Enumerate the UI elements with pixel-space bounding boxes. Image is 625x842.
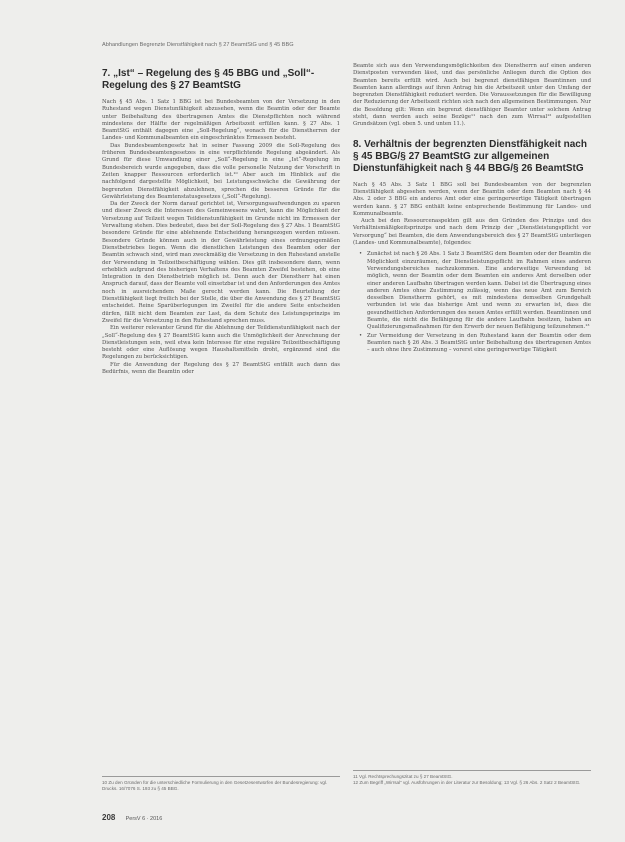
section-8-heading: 8. Verhältnis der begrenzten Dienstfähigkeit nach § 45 BBG/§ 27 BeamtStG zur allgemeinen Dienstunfähigkeit nach § 44 BBG/§ 26 BeamtStG	[353, 138, 587, 174]
paragraph: Das Bundesbeamtengesetz hat in seiner Fassung 2009 die Soll-Regelung des früheren Bundesbeamtengesetzes in eine verpflichtende Regelung abgeändert. Als Grund für diese Umwandlung einer „Soll“-Regelung in eine „Ist“-Regelung im Bundesbereich wurde angegeben, dass die volle personelle Nutzung der Vorschrift in Zeiten knapper Ressourcen erforderlich ist.¹⁰ Aber auch im Hinblick auf die nachfolgend dargestellte Möglichkeit, bei Leistungsschwäche die Gewährung der begrenzten Dienstfähigkeit abzulehnen, sprechen die besseren Gründe für die Gewährleistung des Beamtenstatusgesetzes („Soll“-Regelung).	[102, 142, 340, 200]
bullet-list	[353, 251, 591, 354]
running-head: Abhandlungen Begrenzte Dienstfähigkeit nach § 27 BeamtStG und § 45 BBG	[102, 42, 294, 48]
paragraph: Nach § 45 Abs. 1 Satz 1 BBG ist bei Bundesbeamten von der Versetzung in den Ruhestand wegen Dienstunfähigkeit abzusehen, wenn die Beamtin oder der Beamte unter Beibehaltung des übertragenen Amtes die Dienstpflichten noch während mindestens der Hälfte der regelmäßigen Arbeitszeit erfüllen kann. § 27 Abs. 1 BeamtStG enthält dagegen eine „Soll-Regelung“, wonach für die Dienstherren der Landes- und Kommunalbeamten ein eingeschränktes Ermessen besteht.	[102, 99, 340, 142]
paragraph: Ein weiterer relevanter Grund für die Ablehnung der Teildienstunfähigkeit nach der „Soll“-Regelung des § 27 BeamtStG kann auch die Unmöglichkeit der Anrechnung der Dienstleistungen sein, weil etwa kein Interesse für eine reguläre Teilzeitbeschäftigung besteht oder eine Auflösung wegen Haushaltsmitteln droht, ergänzend sind die Regelungen zu berücksichtigen.	[102, 325, 340, 361]
footnote: 11 Vgl. Rechtsprechungszitat zu § 27 BeamtStG.	[353, 774, 453, 779]
left-column	[102, 68, 340, 376]
list-item: • Zur Vermeidung der Versetzung in den Ruhestand kann der Beamtin oder dem Beamten nach § 26 Abs. 3 BeamtStG unter Beibehaltung des übertragenen Amtes – auch ohne ihre Zustimmung – vorerst eine geringerwertige Tätigkeit	[359, 332, 591, 354]
paragraph: Auch bei den Ressourcenaspekten gilt aus den Gründen des Prinzips und des Verhältnismäßigkeitsprinzips und nach dem Prinzip der „Dienstleistungspflicht vor Versorgung“ bei Beamten, die dem Anwendungsbereich des § 27 BeamtStG unterliegen (Landes- und Kommunalbeamte), folgendes:	[353, 218, 591, 247]
footnote: 12 Zum Begriff „Wirrsal“ vgl. Ausführungen in der Literatur zur Besoldung; 13 Vgl. § 26 Abs. 2 Satz 2 BeamtStG.	[353, 780, 581, 786]
footnotes-right	[353, 770, 591, 786]
page-footer	[102, 813, 162, 822]
section-7-heading: 7. „Ist“ – Regelung des § 45 BBG und „Soll“-Regelung des § 27 BeamtStG	[102, 68, 315, 91]
bullet-icon: •	[359, 332, 363, 339]
footnotes-left	[102, 776, 340, 792]
right-column	[353, 63, 591, 356]
paragraph: Für die Anwendung der Regelung des § 27 BeamtStG entfällt auch dann das Bedürfnis, wenn die Beamtin oder	[102, 361, 340, 375]
list-item: • Zunächst ist nach § 26 Abs. 1 Satz 3 BeamtStG dem Beamten oder der Beamtin die Möglichkeit einzuräumen, der Dienstleistungspflicht im Rahmen eines anderen Verwendungsbereiches nachzukommen. Eine anderweitige Verwendung ist möglich, wenn der Beamtin oder dem Beamten ein anderes Amt derselben oder einer anderen Laufbahn übertragen werden kann. Dabei ist die Übertragung eines anderen Amtes ohne Zustimmung zulässig, wenn das neue Amt zum Bereich desselben Dienstherrn gehört, es mit mindestens demselben Grundgehalt verbunden ist wie das bisherige Amt und wenn zu erwarten ist, dass die gesundheitlichen Anforderungen des neuen Amtes erfüllt werden. Beamtinnen und Beamte, die nicht die Befähigung für die andere Laufbahn besitzen, haben an Qualifizierungsmaßnahmen für den Erwerb der neuen Befähigung teilzunehmen.¹³	[359, 251, 591, 331]
paragraph: Beamte sich aus den Verwendungsmöglichkeiten des Dienstherrn auf einen anderen Dienstposten verwenden lässt, und das persönliche Anliegen durch die Option des Beamten bereits erfüllt wird. Auch bei begrenzt dienstfähigen Beamtinnen und Beamten kann allerdings auf ihren Antrag hin die Arbeitszeit unter den Umfang der begrenzten Dienstfähigkeit reduziert werden. Die Voraussetzungen für die Bewilligung der Reduzierung der Arbeitszeit richten sich nach den allgemeinen Bestimmungen. Nur die Besoldung gilt: Wenn ein begrenzt dienstfähiger Beamter unter solchem Antrag steht, dann werden auch seine Bezüge¹¹ nach den zum Wirrsal¹² aufgestellten Grundsätzen (vgl. oben 5. und unten 11.).	[353, 63, 591, 128]
page-number: 208	[102, 813, 116, 822]
paragraph: Da der Zweck der Norm darauf gerichtet ist, Versorgungsaufwendungen zu sparen und dieser Zweck die Interessen des Gemeinwesens wahrt, kann die Möglichkeit der Versetzung auf Teilzeit wegen Teildienstunfähigkeit im Grunde nicht im Ermessen der Verwaltung stehen. Dies bedeutet, dass bei der Soll-Regelung des § 27 Abs. 1 BeamtStG besondere Gründe für eine ablehnende Entscheidung herangezogen werden müssen. Besondere Gründe können auch in der Gewährleistung eines ordnungsgemäßen Dienstbetriebes liegen. Wenn die dienstlichen Leistungen des Beamten oder der Beamtin schwach sind, wird man zweckmäßig die Versetzung in den Ruhestand anstelle der Verwendung in Teilzeitbeschäftigung wählen. Dies gilt insbesondere dann, wenn erheblich aufgrund des bisherigen Verhaltens des Beamten Zweifel bestehen, ob eine Integration in den Dienstbetrieb möglich ist. Denn auch der Dienstherr hat einen Anspruch darauf, dass der Beamte voll einsetzbar ist und den Anforderungen des Amtes noch in ausreichendem Maße gerecht werden kann. Die Beurteilung der Dienstfähigkeit liegt freilich bei der Stelle, die über die Anwendung des § 27 BeamtStG entscheidet. Reine Sparüberlegungen im Zweifel für die andere Seite entscheiden dürfen, fällt nicht dem Beamten zur Last, da dem Schutz des Leistungsprinzips im Zweifel für die Versetzung in den Ruhestand sprechen muss.	[102, 201, 340, 324]
journal-source: PersV 6 · 2016	[125, 816, 163, 822]
bullet-icon: •	[359, 251, 363, 258]
footnote: 10 Zu den Gründen für die unterschiedliche Formulierung in den Gesetzesentwürfen der Bundesregierung: vgl. Drucks. 16/7076 S. 193 zu § 45 BBG.	[102, 780, 328, 792]
paragraph: Nach § 45 Abs. 3 Satz 1 BBG soll bei Bundesbeamten von der begrenzten Dienstfähigkeit abgesehen werden, wenn der Beamtin oder dem Beamten nach § 44 Abs. 2 oder 3 BBG ein anderes Amt oder eine geringerwertige Tätigkeit übertragen werden kann. § 27 BBG enthält keine entsprechende Bestimmung für Landes- und Kommunalbeamte.	[353, 181, 591, 217]
